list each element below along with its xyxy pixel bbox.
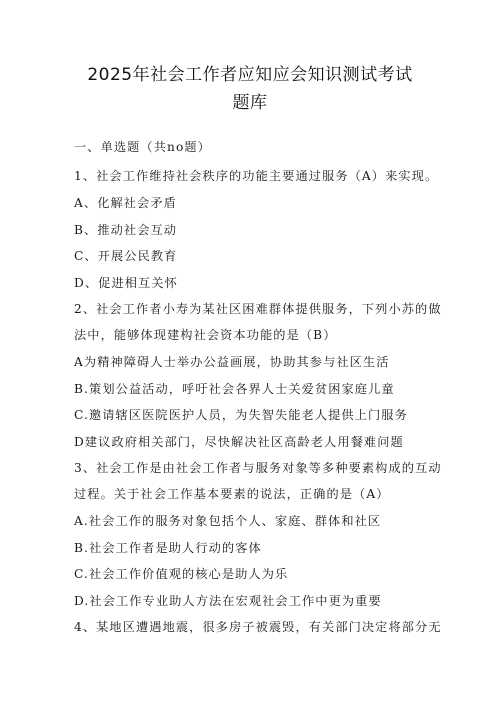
question-4-stem-line1: 4、某地区遭遇地震，很多房子被震毁，有关部门决定将部分无 [74, 620, 442, 634]
document-title-line2: 题库 [232, 93, 268, 113]
question-2-option-c: C.邀请辖区医院医护人员，为失智失能老人提供上门服务 [74, 408, 408, 422]
question-2-stem-line2: 法中，能够体现建构社会资本功能的是（B） [74, 328, 337, 342]
question-2-option-b: B.策划公益活动，呼吁社会各界人士关爱贫困家庭儿童 [74, 382, 395, 396]
question-3-option-c: C.社会工作价值观的核心是助人为乐 [74, 567, 289, 581]
question-1-option-c: C、开展公民教育 [74, 249, 178, 263]
question-1-option-d: D、促进相互关怀 [74, 276, 178, 290]
question-3-option-b: B.社会工作者是助人行动的客体 [74, 541, 262, 555]
question-1-stem: 1、社会工作维持社会秩序的功能主要通过服务（A）来实现。 [74, 169, 439, 183]
question-2-stem-line1: 2、社会工作者小寿为某社区困难群体提供服务，下列小苏的做 [74, 302, 442, 316]
question-3-stem-line1: 3、社会工作是由社会工作者与服务对象等多种要素构成的互动 [74, 461, 442, 475]
section-heading: 一、单选题（共no题） [74, 140, 211, 154]
question-2-option-d: D建议政府相关部门，尽快解决社区高龄老人用餐难问题 [74, 435, 404, 449]
document-title-line1: 2025年社会工作者应知应会知识测试考试 [87, 65, 413, 85]
question-3-option-d: D.社会工作专业助人方法在宏观社会工作中更为重要 [74, 594, 382, 608]
question-3-stem-line2: 过程。关于社会工作基本要素的说法，正确的是（A） [74, 487, 390, 501]
question-1-option-b: B、推动社会互动 [74, 223, 178, 237]
question-2-option-a: A为精神障碍人士举办公益画展，协助其参与社区生活 [74, 355, 390, 369]
question-3-option-a: A.社会工作的服务对象包括个人、家庭、群体和社区 [74, 514, 382, 528]
question-1-option-a: A、化解社会矛盾 [74, 196, 177, 210]
